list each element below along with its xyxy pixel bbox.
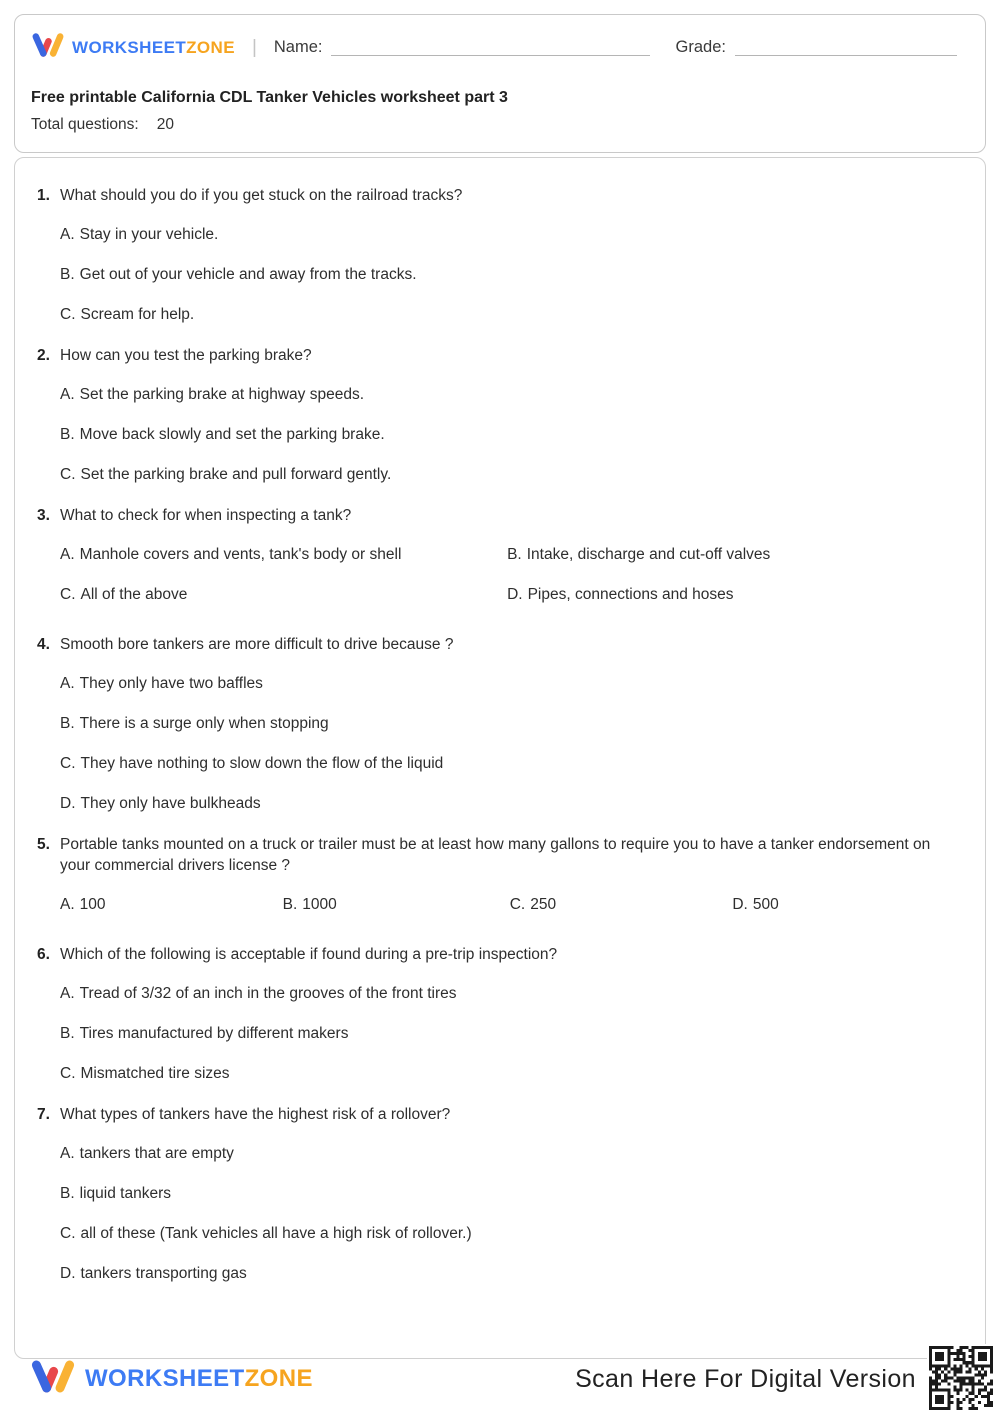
question-1 xyxy=(37,185,955,325)
option: B. Get out of your vehicle and away from the tracks. xyxy=(60,266,417,283)
footer-brand-wordmark xyxy=(85,1365,313,1393)
option: B. liquid tankers xyxy=(60,1185,171,1202)
option: A. tankers that are empty xyxy=(60,1145,234,1162)
option: D. Pipes, connections and hoses xyxy=(507,586,734,603)
question-text: What should you do if you get stuck on the railroad tracks? xyxy=(60,187,463,204)
option: D. 500 xyxy=(732,896,779,913)
question-text: Portable tanks mounted on a truck or trailer must be at least how many gallons to require you to have a tanker endorsement on your commercial drivers license ? xyxy=(60,836,931,874)
option: C. Set the parking brake and pull forward gently. xyxy=(60,466,392,483)
total-questions-row xyxy=(31,116,957,134)
question-4 xyxy=(37,634,955,814)
name-line xyxy=(331,40,649,56)
question-number: 1. xyxy=(37,187,50,204)
option: D. tankers transporting gas xyxy=(60,1265,247,1282)
qr-code-icon xyxy=(927,1344,995,1412)
total-questions-label: Total questions: xyxy=(31,116,139,133)
question-number: 7. xyxy=(37,1106,50,1123)
grade-line xyxy=(735,40,957,56)
option: C. all of these (Tank vehicles all have a high risk of rollover.) xyxy=(60,1225,472,1242)
question-text: Smooth bore tankers are more difficult to drive because ? xyxy=(60,636,454,653)
option: B. There is a surge only when stopping xyxy=(60,715,329,732)
option: D. They only have bulkheads xyxy=(60,795,261,812)
option: C. They have nothing to slow down the flow of the liquid xyxy=(60,755,444,772)
question-text: What to check for when inspecting a tank? xyxy=(60,507,352,524)
option: C. Scream for help. xyxy=(60,306,195,323)
footer xyxy=(30,1356,916,1402)
header-brand-row xyxy=(31,30,957,65)
question-number: 2. xyxy=(37,347,50,364)
brand-secondary: ZONE xyxy=(186,37,235,57)
option: C. All of the above xyxy=(60,586,188,603)
worksheetzone-logo-icon xyxy=(31,30,65,65)
option: B. Tires manufactured by different makers xyxy=(60,1025,349,1042)
question-2 xyxy=(37,345,955,485)
question-6 xyxy=(37,944,955,1084)
question-3 xyxy=(37,505,955,625)
question-7 xyxy=(37,1104,955,1284)
question-text: Which of the following is acceptable if found during a pre-trip inspection? xyxy=(60,946,558,963)
question-number: 4. xyxy=(37,636,50,653)
option: A. Stay in your vehicle. xyxy=(60,226,219,243)
options xyxy=(60,674,955,814)
header-card xyxy=(14,14,986,153)
options xyxy=(60,225,955,325)
question-number: 5. xyxy=(37,836,50,853)
brand-wordmark xyxy=(72,38,235,58)
brand-primary: WORKSHEET xyxy=(85,1365,245,1392)
scan-here-text: Scan Here For Digital Version xyxy=(575,1364,916,1393)
options xyxy=(60,385,955,485)
question-number: 3. xyxy=(37,507,50,524)
worksheetzone-logo-icon xyxy=(30,1356,76,1402)
option: C. Mismatched tire sizes xyxy=(60,1065,230,1082)
name-label: Name: xyxy=(273,38,323,56)
options xyxy=(60,545,955,625)
option: A. Tread of 3/32 of an inch in the grooves of the front tires xyxy=(60,985,457,1002)
brand-primary: WORKSHEET xyxy=(72,37,187,57)
questions-card xyxy=(14,157,986,1359)
option: C. 250 xyxy=(509,896,557,913)
question-text: What types of tankers have the highest risk of a rollover? xyxy=(60,1106,451,1123)
options xyxy=(60,984,955,1084)
total-questions-value: 20 xyxy=(156,116,174,133)
option: B. Intake, discharge and cut-off valves xyxy=(507,546,771,563)
options xyxy=(60,895,955,935)
footer-brand-logo xyxy=(30,1356,313,1402)
question-number: 6. xyxy=(37,946,50,963)
options xyxy=(60,1144,955,1284)
option: A. 100 xyxy=(60,896,106,913)
option: B. Move back slowly and set the parking brake. xyxy=(60,426,385,443)
brand-logo xyxy=(31,30,235,65)
worksheet-title: Free printable California CDL Tanker Vehicles worksheet part 3 xyxy=(31,89,508,106)
option: A. Manhole covers and vents, tank's body or shell xyxy=(60,546,402,563)
option: A. They only have two baffles xyxy=(60,675,263,692)
grade-label: Grade: xyxy=(675,38,726,56)
question-5 xyxy=(37,834,955,935)
option: B. 1000 xyxy=(282,896,337,913)
question-text: How can you test the parking brake? xyxy=(60,347,312,364)
brand-secondary: ZONE xyxy=(244,1365,313,1392)
option: A. Set the parking brake at highway speeds. xyxy=(60,386,364,403)
header-divider: | xyxy=(251,36,257,58)
